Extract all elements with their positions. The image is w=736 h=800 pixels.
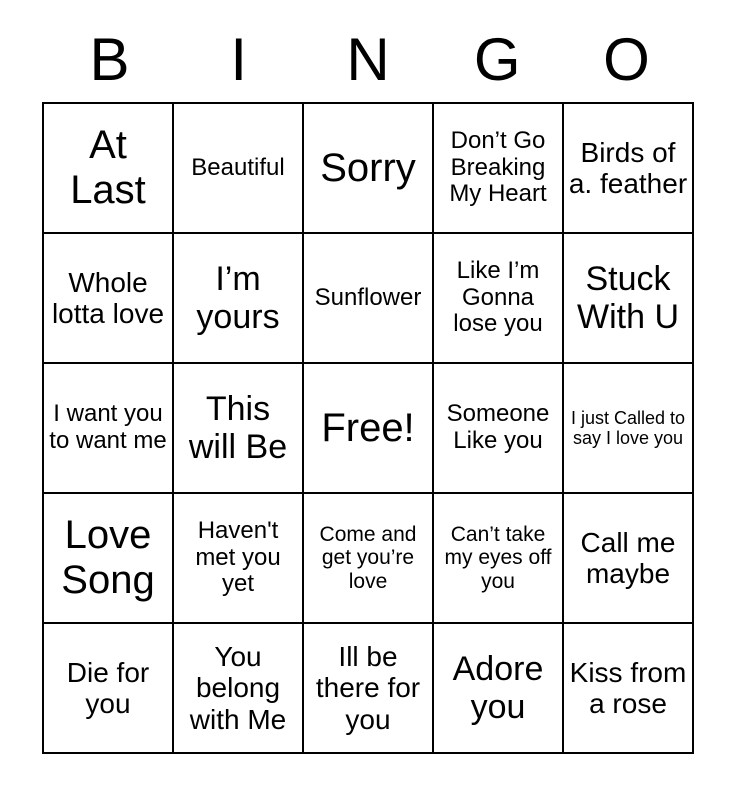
bingo-cell[interactable]: Die for you	[43, 623, 173, 753]
bingo-cell[interactable]: Haven't met you yet	[173, 493, 303, 623]
bingo-row	[43, 363, 693, 493]
bingo-cell[interactable]: Love Song	[43, 493, 173, 623]
bingo-cell[interactable]: Can’t take my eyes off you	[433, 493, 563, 623]
bingo-cell[interactable]: Birds of a. feather	[563, 103, 693, 233]
bingo-row	[43, 623, 693, 753]
bingo-cell[interactable]: Whole lotta love	[43, 233, 173, 363]
bingo-cell[interactable]: Ill be there for you	[303, 623, 433, 753]
bingo-cell[interactable]: You belong with Me	[173, 623, 303, 753]
bingo-header-letter-b: B	[89, 26, 130, 93]
bingo-grid	[42, 102, 694, 754]
bingo-row	[43, 103, 693, 233]
bingo-cell[interactable]: I just Called to say I love you	[563, 363, 693, 493]
bingo-cell[interactable]: This will Be	[173, 363, 303, 493]
bingo-cell[interactable]: Someone Like you	[433, 363, 563, 493]
bingo-row	[43, 493, 693, 623]
bingo-cell[interactable]: I want you to want me	[43, 363, 173, 493]
bingo-cell[interactable]: Free!	[303, 363, 433, 493]
bingo-cell[interactable]: Adore you	[433, 623, 563, 753]
bingo-cell[interactable]: At Last	[43, 103, 173, 233]
bingo-cell[interactable]: I’m yours	[173, 233, 303, 363]
bingo-cell[interactable]: Kiss from a rose	[563, 623, 693, 753]
bingo-cell[interactable]: Sunflower	[303, 233, 433, 363]
bingo-header-letter-i: I	[230, 26, 248, 93]
bingo-header	[45, 28, 691, 92]
bingo-header-letter-g: G	[473, 26, 521, 93]
bingo-cell[interactable]: Sorry	[303, 103, 433, 233]
bingo-cell[interactable]: Don’t Go Breaking My Heart	[433, 103, 563, 233]
bingo-cell[interactable]: Call me maybe	[563, 493, 693, 623]
bingo-cell[interactable]: Come and get you’re love	[303, 493, 433, 623]
bingo-header-letter-n: N	[346, 26, 390, 93]
bingo-cell[interactable]: Stuck With U	[563, 233, 693, 363]
bingo-header-letter-o: O	[603, 26, 650, 93]
bingo-cell[interactable]: Like I’m Gonna lose you	[433, 233, 563, 363]
bingo-row	[43, 233, 693, 363]
bingo-cell[interactable]: Beautiful	[173, 103, 303, 233]
